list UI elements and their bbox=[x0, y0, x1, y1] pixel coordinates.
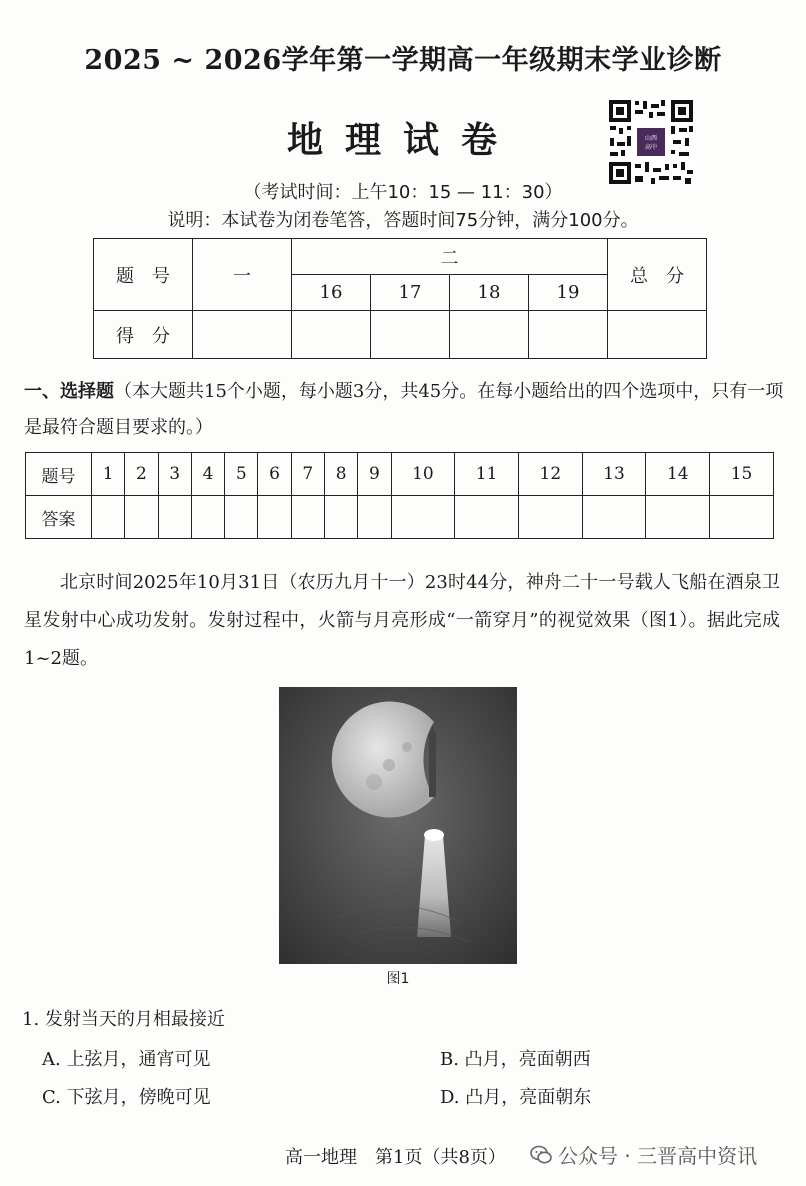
rocket-moon-photo bbox=[279, 687, 517, 964]
answer-number-cell: 4 bbox=[191, 453, 224, 496]
answer-number-cell: 13 bbox=[582, 453, 646, 496]
answer-input-cell bbox=[125, 496, 158, 539]
answer-input-cell bbox=[258, 496, 291, 539]
watermark bbox=[530, 1140, 757, 1169]
score-cell bbox=[193, 311, 292, 359]
score-table-question-label: 题 号 bbox=[94, 239, 193, 311]
qr-center-label: 高中 bbox=[644, 144, 658, 151]
answer-table bbox=[25, 452, 774, 539]
answer-number-cell: 7 bbox=[291, 453, 324, 496]
answer-input-cell bbox=[518, 496, 582, 539]
section-description: （本大题共15个小题，每小题3分，共45分。在每小题给出的四个选项中，只有一项是最符合题目要求的。） bbox=[24, 381, 784, 438]
answer-table-row-label: 答案 bbox=[26, 496, 92, 539]
answer-number-cell: 2 bbox=[125, 453, 158, 496]
answer-input-cell bbox=[324, 496, 357, 539]
answer-number-cell: 9 bbox=[358, 453, 391, 496]
subject-title: 地理试卷 bbox=[286, 119, 519, 161]
score-table-score-label: 得 分 bbox=[94, 311, 193, 359]
answer-input-cell bbox=[710, 496, 774, 539]
answer-input-cell bbox=[582, 496, 646, 539]
answer-number-cell: 1 bbox=[92, 453, 125, 496]
figure-caption: 图1 bbox=[386, 971, 410, 987]
score-table-part-one: 一 bbox=[193, 239, 292, 311]
score-cell bbox=[450, 311, 529, 359]
answer-input-cell bbox=[291, 496, 324, 539]
score-table-sub-number: 19 bbox=[529, 275, 608, 311]
score-table-sub-number: 16 bbox=[292, 275, 371, 311]
score-table bbox=[93, 238, 707, 359]
qr-code-icon bbox=[607, 98, 695, 186]
question-stem: 1. 发射当天的月相最接近 bbox=[22, 1009, 225, 1030]
score-cell bbox=[529, 311, 608, 359]
answer-number-cell: 11 bbox=[455, 453, 519, 496]
answer-number-cell: 14 bbox=[646, 453, 710, 496]
option-b: B. 凸月，亮面朝西 bbox=[440, 1049, 591, 1070]
answer-input-cell bbox=[158, 496, 191, 539]
reading-passage: 北京时间2025年10月31日（农历九月十一）23时44分，神舟二十一号载人飞船在酒泉卫星发射中心成功发射。发射过程中，火箭与月亮形成“一箭穿月”的视觉效果（图1）。据此完成1~2题。 bbox=[24, 572, 780, 669]
answer-number-cell: 10 bbox=[391, 453, 455, 496]
answer-input-cell bbox=[358, 496, 391, 539]
section-heading bbox=[24, 374, 784, 446]
score-table-sub-number: 17 bbox=[371, 275, 450, 311]
answer-input-cell bbox=[391, 496, 455, 539]
wechat-icon bbox=[530, 1144, 552, 1166]
answer-input-cell bbox=[191, 496, 224, 539]
answer-number-cell: 6 bbox=[258, 453, 291, 496]
score-table-total: 总 分 bbox=[608, 239, 707, 311]
answer-input-cell bbox=[225, 496, 258, 539]
answer-input-cell bbox=[92, 496, 125, 539]
answer-number-cell: 5 bbox=[225, 453, 258, 496]
exam-title: 2025 ~ 2026学年第一学期高一年级期末学业诊断 bbox=[84, 45, 722, 76]
answer-number-cell: 12 bbox=[518, 453, 582, 496]
score-cell bbox=[292, 311, 371, 359]
exam-time: （考试时间：上午10：15 — 11：30） bbox=[243, 182, 563, 203]
watermark-text: 公众号 · 三晋高中资讯 bbox=[558, 1144, 758, 1168]
qr-center-label: 山西 bbox=[644, 135, 658, 142]
option-d: D. 凸月，亮面朝东 bbox=[440, 1087, 592, 1108]
instructions: 说明：本试卷为闭卷笔答，答题时间75分钟，满分100分。 bbox=[167, 210, 639, 231]
score-table-part-two: 二 bbox=[292, 239, 608, 275]
score-table-sub-number: 18 bbox=[450, 275, 529, 311]
section-title: 一、选择题 bbox=[24, 381, 114, 402]
score-cell bbox=[608, 311, 707, 359]
answer-input-cell bbox=[646, 496, 710, 539]
score-cell bbox=[371, 311, 450, 359]
answer-number-cell: 15 bbox=[710, 453, 774, 496]
answer-number-cell: 8 bbox=[324, 453, 357, 496]
answer-table-row-label: 题号 bbox=[26, 453, 92, 496]
option-a: A. 上弦月，通宵可见 bbox=[42, 1049, 211, 1070]
page-footer: 高一地理 第1页（共8页） bbox=[285, 1147, 506, 1168]
option-c: C. 下弦月，傍晚可见 bbox=[42, 1087, 211, 1108]
answer-input-cell bbox=[455, 496, 519, 539]
answer-number-cell: 3 bbox=[158, 453, 191, 496]
